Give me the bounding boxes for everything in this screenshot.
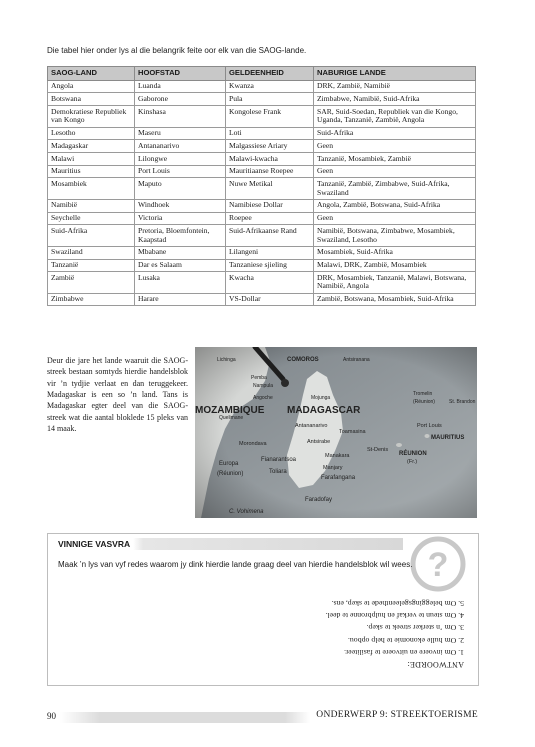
- map-label-madagascar: MADAGASCAR: [287, 405, 361, 416]
- header-currency: GELDEENHEID: [226, 67, 314, 81]
- cell-currency: Roepee: [226, 212, 314, 225]
- table-row: [48, 127, 476, 140]
- cell-neighbours: Geen: [314, 212, 476, 225]
- header-country: SAOG-LAND: [48, 67, 135, 81]
- cell-capital: Windhoek: [135, 199, 226, 212]
- cell-country: Botswana: [48, 93, 135, 106]
- map-label-fr: (Fr.): [407, 459, 418, 465]
- page-number: 90: [47, 711, 56, 721]
- table-row: [48, 178, 476, 199]
- cell-capital: Gaborone: [135, 93, 226, 106]
- table-row: [48, 140, 476, 153]
- map-label-reunion-fr: (Réunion): [217, 471, 244, 477]
- answers-upside-down: [278, 597, 464, 670]
- table-header-row: [48, 67, 476, 81]
- map-label-antsirabe: Antsirabe: [307, 439, 331, 445]
- cell-capital: Lusaka: [135, 272, 226, 293]
- map-label-pemba: Pemba: [251, 375, 267, 381]
- cell-country: Madagaskar: [48, 140, 135, 153]
- cell-currency: Kwanza: [226, 80, 314, 93]
- cell-currency: Pula: [226, 93, 314, 106]
- answer-item: 2. Om hulle ekonomie te help opbou.: [347, 635, 464, 645]
- table-row: [48, 246, 476, 259]
- table-row: [48, 165, 476, 178]
- cell-neighbours: Zambië, Botswana, Mosambiek, Suid-Afrika: [314, 293, 476, 306]
- cell-currency: VS-Dollar: [226, 293, 314, 306]
- cell-neighbours: DRK, Zambië, Namibië: [314, 80, 476, 93]
- cell-country: Angola: [48, 80, 135, 93]
- cell-neighbours: DRK, Mosambiek, Tanzanië, Malawi, Botswana, Namibië, Angola: [314, 272, 476, 293]
- cell-country: Seychelle: [48, 212, 135, 225]
- table-row: [48, 199, 476, 212]
- cell-neighbours: Geen: [314, 140, 476, 153]
- table-body: [48, 80, 476, 306]
- map-label-antananarivo: Antananarivo: [295, 423, 328, 429]
- cell-capital: Luanda: [135, 80, 226, 93]
- map-label-reunion: RÉUNION: [399, 451, 427, 457]
- madagascar-note: Deur die jare het lande waaruit die SAOG-streek bestaan somtyds hierdie handelsblok vir ’n tydjie verlaat en dan teruggekeer. Madagaskar is een so ’n land. Tans is Madagaskar egter deel van die SAOG-streek wat die aantal bloklede 15 pleks van 14 maak.: [47, 356, 188, 434]
- cell-currency: Kongolese Frank: [226, 106, 314, 127]
- cell-currency: Mauritiaanse Roepee: [226, 165, 314, 178]
- map-label-morondava: Morondava: [239, 441, 267, 447]
- map-label-mozambique: MOZAMBIQUE: [195, 405, 265, 416]
- cell-neighbours: Namibië, Botswana, Zimbabwe, Mosambiek, Swaziland, Lesotho: [314, 225, 476, 246]
- table-row: [48, 93, 476, 106]
- cell-neighbours: SAR, Suid-Soedan, Republiek van die Kongo, Uganda, Tanzanië, Zambië, Angola: [314, 106, 476, 127]
- cell-neighbours: Zimbabwe, Namibië, Suid-Afrika: [314, 93, 476, 106]
- map-label-mahajanga: Mojunga: [311, 395, 331, 401]
- cell-neighbours: Suid-Afrika: [314, 127, 476, 140]
- cell-currency: Lilangeni: [226, 246, 314, 259]
- cell-capital: Antananarivo: [135, 140, 226, 153]
- map-label-comoros: COMOROS: [287, 357, 319, 363]
- map-label-mauritius: MAURITIUS: [431, 435, 465, 441]
- cell-country: Lesotho: [48, 127, 135, 140]
- map-label-st-brandon: St. Brandon: [449, 399, 476, 405]
- cell-currency: Loti: [226, 127, 314, 140]
- map-label-angoche: Angoche: [253, 395, 273, 401]
- map-label-st-denis: St-Denis: [367, 447, 389, 453]
- cell-country: Demokratiese Republiek van Kongo: [48, 106, 135, 127]
- table-row: [48, 225, 476, 246]
- map-label-farafangana: Farafangana: [321, 475, 356, 481]
- cell-country: Namibië: [48, 199, 135, 212]
- cell-capital: Lilongwe: [135, 153, 226, 166]
- map-label-tromelin-sub: (Réunion): [413, 399, 435, 405]
- cell-capital: Maputo: [135, 178, 226, 199]
- cell-neighbours: Tanzanië, Mosambiek, Zambië: [314, 153, 476, 166]
- map-label-fianarantsoa: Fianarantsoa: [261, 457, 297, 463]
- table-row: [48, 293, 476, 306]
- answer-item: 1. Om invoere en uitvoere te fasiliteer.: [344, 647, 464, 657]
- quiz-question: Maak ’n lys van vyf redes waarom jy dink hierdie lande graag deel van hierdie handelsblok wil wees.: [58, 560, 413, 569]
- cell-currency: Nuwe Metikal: [226, 178, 314, 199]
- chapter-title: ONDERWERP 9: STREEKTOERISME: [316, 710, 478, 720]
- cell-capital: Mbabane: [135, 246, 226, 259]
- cell-neighbours: Malawi, DRK, Zambië, Mosambiek: [314, 259, 476, 272]
- cell-capital: Maseru: [135, 127, 226, 140]
- map-label-nampula: Nampula: [253, 383, 274, 389]
- map-label-port-louis: Port Louis: [417, 423, 442, 429]
- cell-currency: Malgassiese Ariary: [226, 140, 314, 153]
- table-row: [48, 153, 476, 166]
- cell-capital: Dar es Salaam: [135, 259, 226, 272]
- cell-neighbours: Geen: [314, 165, 476, 178]
- table-row: [48, 259, 476, 272]
- map-label-antsiranana: Antsiranana: [343, 357, 370, 363]
- table-row: [48, 80, 476, 93]
- table-row: [48, 106, 476, 127]
- header-capital: HOOFSTAD: [135, 67, 226, 81]
- cell-capital: Victoria: [135, 212, 226, 225]
- cell-currency: Suid-Afrikaanse Rand: [226, 225, 314, 246]
- cell-currency: Tanzaniese sjieling: [226, 259, 314, 272]
- cell-capital: Pretoria, Bloemfontein, Kaapstad: [135, 225, 226, 246]
- intro-text: Die tabel hier onder lys al die belangrik feite oor elk van die SAOG-lande.: [47, 46, 307, 55]
- quick-quiz-box: [47, 533, 479, 686]
- cell-country: Zambië: [48, 272, 135, 293]
- cell-country: Suid-Afrika: [48, 225, 135, 246]
- cell-neighbours: Angola, Zambië, Botswana, Suid-Afrika: [314, 199, 476, 212]
- map-label-faradofay: Faradofay: [305, 497, 333, 503]
- map-label-toliara: Toliara: [269, 469, 287, 475]
- map-label-manakara: Manakara: [325, 453, 350, 459]
- answer-item: 3. Om ’n sterker streek te skep.: [366, 623, 464, 633]
- map-label-toamasina: Toamasina: [339, 429, 366, 435]
- map-label-vohimena: C. Vohimena: [229, 509, 264, 515]
- map-label-quelimane: Quelimane: [219, 415, 244, 421]
- cell-country: Mosambiek: [48, 178, 135, 199]
- answers-heading: ANTWOORDE:: [407, 659, 464, 669]
- header-neighbours: NABURIGE LANDE: [314, 67, 476, 81]
- cell-currency: Malawi-kwacha: [226, 153, 314, 166]
- cell-currency: Namibiese Dollar: [226, 199, 314, 212]
- map-label-lichinga: Lichinga: [217, 357, 236, 363]
- cell-currency: Kwacha: [226, 272, 314, 293]
- cell-neighbours: Tanzanië, Zambië, Zimbabwe, Suid-Afrika, Swaziland: [314, 178, 476, 199]
- answer-item: 5. Om beleggingsgeleenthede te skep, ens.: [331, 599, 464, 609]
- cell-country: Tanzanië: [48, 259, 135, 272]
- cell-country: Zimbabwe: [48, 293, 135, 306]
- cell-neighbours: Mosambiek, Suid-Afrika: [314, 246, 476, 259]
- table-row: [48, 272, 476, 293]
- cell-country: Mauritius: [48, 165, 135, 178]
- cell-country: Malawi: [48, 153, 135, 166]
- map-vignette: [195, 347, 477, 518]
- cell-country: Swaziland: [48, 246, 135, 259]
- svg-text:?: ?: [427, 546, 449, 584]
- cell-capital: Kinshasa: [135, 106, 226, 127]
- table-row: [48, 212, 476, 225]
- answer-item: 4. Om steun te verkaf en hulpbronne te deel.: [325, 611, 464, 621]
- cell-capital: Port Louis: [135, 165, 226, 178]
- map-label-tromelin: Tromelin: [413, 391, 433, 397]
- cell-capital: Harare: [135, 293, 226, 306]
- map-label-europa: Europa: [219, 461, 239, 467]
- map-label-mananjary: Manjary: [323, 465, 343, 471]
- map-photo: [195, 347, 477, 518]
- quiz-title: VINNIGE VASVRA: [58, 539, 131, 549]
- sadc-table: [47, 66, 476, 306]
